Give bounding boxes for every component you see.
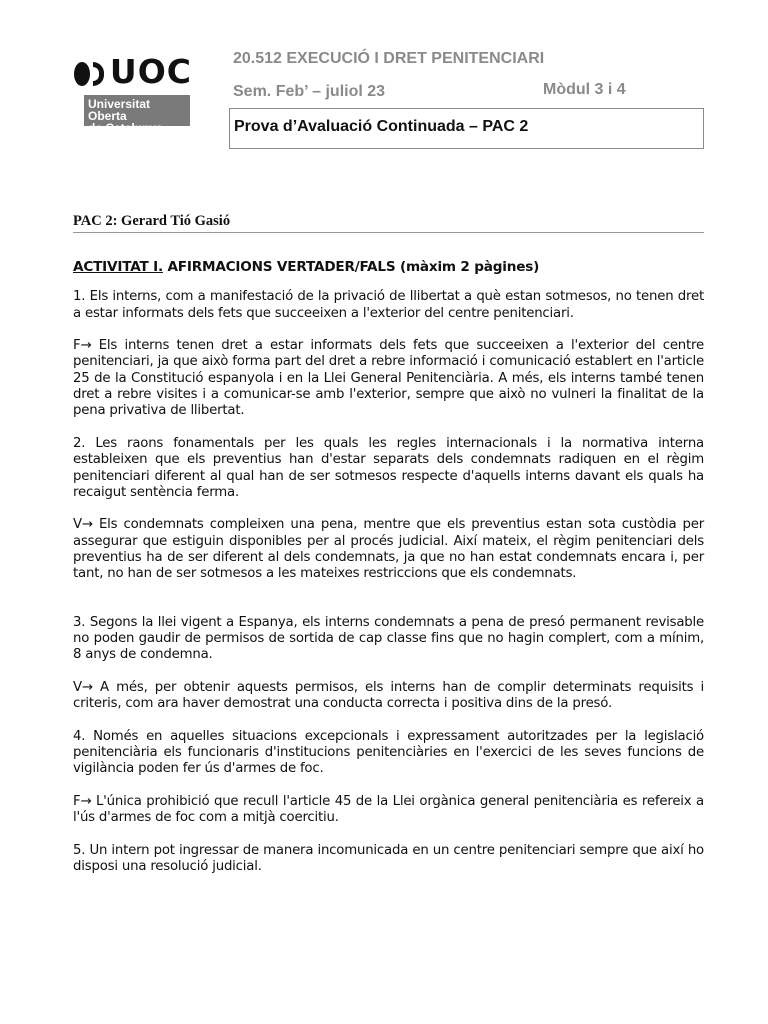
logo-dot-icon: [74, 62, 90, 86]
course-title: 20.512 EXECUCIÓ I DRET PENITENCIARI: [233, 50, 545, 67]
module-label: Mòdul 3 i 4: [543, 81, 626, 98]
pac-title: PAC 2: Gerard Tió Gasió: [73, 213, 704, 233]
statement-2: 2. Les raons fonamentals per les quals les regles internacionals i la normativa interna estableixen que els preventius han d'estar separats dels condemnats radiquen en el règim penitenciari diferent al qual han de ser sotmesos respecte d'aquells interns davant els quals ha recaigut sentència ferma.: [73, 435, 704, 500]
answer-2: V→ Els condemnats compleixen una pena, mentre que els preventius estan sota custòdia per assegurar que estiguin disponibles per al procés judicial. Així mateix, el règim penitenciari dels preventius ha de ser diferent al dels condemnats, ja que no han estat condemnats encara i, per tant, no han de ser sotmesos a les mateixes restriccions que els condemnats.: [73, 517, 704, 582]
statement-3: 3. Segons la llei vigent a Espanya, els interns condemnats a pena de presó permanent revisable no poden gaudir de permisos de sortida de cap classe fins que no hagin complert, com a mínim, 8 anys de condemna.: [73, 614, 704, 663]
logo-text: UOC: [109, 52, 192, 91]
statement-4: 4. Només en aquelles situacions excepcionals i expressament autoritzades per la legislació penitenciària els funcionaris d'institucions penitenciàries en l'exercici de les seves funcions de vigilància poden fer ús d'armes de foc.: [73, 728, 704, 777]
activity-title: AFIRMACIONS VERTADER/FALS (màxim 2 pàgines): [162, 259, 540, 275]
uoc-logo: [74, 52, 194, 135]
logo-university-name: [84, 95, 190, 135]
semester-label: Sem. Feb’ – juliol 23: [233, 83, 386, 100]
document-body: [73, 259, 704, 892]
prova-title: Prova d’Avaluació Continuada – PAC 2: [234, 118, 529, 135]
logo-arc-icon: [93, 62, 104, 86]
answer-3: V→ A més, per obtenir aquests permisos, els interns han de complir determinats requisits i criteris, com ara haver demostrat una conducta correcta i positiva dins de la presó.: [73, 679, 704, 712]
logo-sub-line1: Universitat Oberta: [88, 97, 151, 123]
statement-1: 1. Els interns, com a manifestació de la privació de llibertat a què estan sotmesos, no tenen dret a estar informats dels fets que succeeixen a l'exterior del centre penitenciari.: [73, 289, 704, 321]
activity-heading: [73, 259, 704, 275]
uoc-logo-mark: [74, 52, 192, 91]
logo-sub-line2: de Catalunya: [88, 121, 163, 135]
prova-box: [229, 108, 704, 149]
answer-1: F→ Els interns tenen dret a estar informats dels fets que succeeixen a l'exterior del centre penitenciari, ja que això forma part del dret a rebre informació i comunicació establert en l'article 25 de la Constitució espanyola i en la Llei General Penitenciària. A més, els interns també tenen dret a rebre visites i a comunicar-se amb l'exterior, sempre que això no vulneri la finalitat de la pena privativa de llibertat.: [73, 338, 704, 419]
activity-label: ACTIVITAT I.: [73, 259, 163, 275]
answer-4: F→ L'única prohibició que recull l'article 45 de la Llei orgànica general penitenciària es refereix a l'ús d'armes de foc com a mitjà coercitiu.: [73, 793, 704, 826]
statement-5: 5. Un intern pot ingressar de manera incomunicada en un centre penitenciari sempre que així ho disposi una resolució judicial.: [73, 842, 704, 875]
